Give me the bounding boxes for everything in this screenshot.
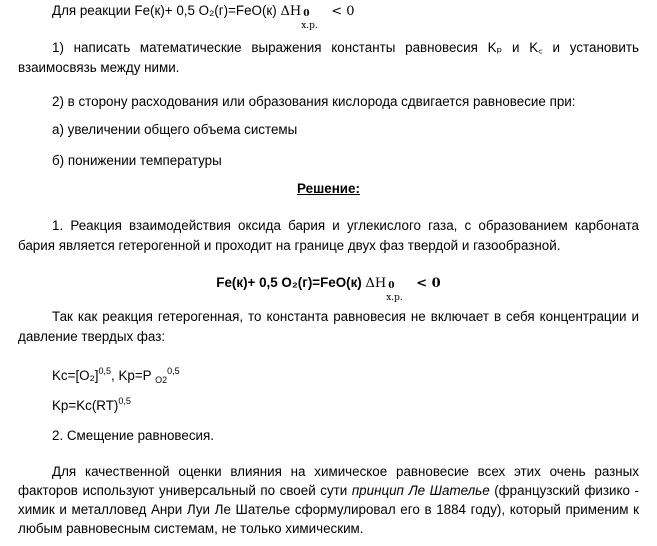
bold-equation: Fe(к)+ 0,5 O₂(г)=FeO(к) ΔH 0 х.р. < 0 (216, 275, 441, 303)
paragraph2-line1: Так как реакция гетерогенная, то константа равновесия не включает в себя концентрации и (52, 309, 639, 324)
paragraph1-line1: 1. Реакция взаимодействия оксида бария и углекислого газа, с образованием карбоната (52, 218, 639, 233)
task1-line1: 1) написать математические выражения константы равновесия Kₚ и K꜀ и установить (52, 40, 639, 55)
task2-option-a: а) увеличении общего объема системы (52, 122, 298, 137)
kc-kp-expressions: $Kc=[O_2]^{0,5}$, Kp=P $_{O2}^{0,5}$ (52, 366, 180, 385)
le-chatelier-principle: принцип Ле Шателье (351, 483, 490, 498)
reaction-intro-line (52, 3, 639, 31)
reaction-text: Для реакции Fe(к)+ 0,5 O₂(г)=FeO(к) (52, 3, 277, 18)
paragraph2-line2: давление твердых фаз: (18, 329, 166, 344)
task2: 2) в сторону расходования или образования кислорода сдвигается равновесие при: (52, 94, 576, 109)
paragraph3-line3: химик и металловед Анри Луи Ле Шателье сформулировал его в 1884 году), который применим к (18, 502, 639, 517)
solution-heading: Решение: (297, 181, 360, 196)
paragraph3-line4: любым равновесным системам, не только химическим. (18, 521, 364, 536)
paragraph3-line2: факторов используют универсальный по своей сути принцип Ле Шателье (французский физико - (18, 483, 639, 498)
task2-option-b: б) понижении температуры (52, 153, 222, 168)
delta-h-expression: ΔH 0 х.р. < 0 (280, 4, 355, 31)
task1-line2: взаимосвязь между ними. (18, 60, 180, 75)
shift-heading: 2. Смещение равновесия. (52, 428, 214, 443)
kp-kc-relation: Kp=Kc(RT)$^{0,5}$ (52, 396, 131, 413)
paragraph1-line2: бария является гетерогенной и проходит на границе двух фаз твердой и газообразной. (18, 238, 561, 253)
delta-h-expression-2: ΔH 0 х.р. < 0 (365, 276, 441, 303)
paragraph3-line1: Для качественной оценки влияния на химическое равновесие всех этих очень разных (52, 464, 639, 479)
